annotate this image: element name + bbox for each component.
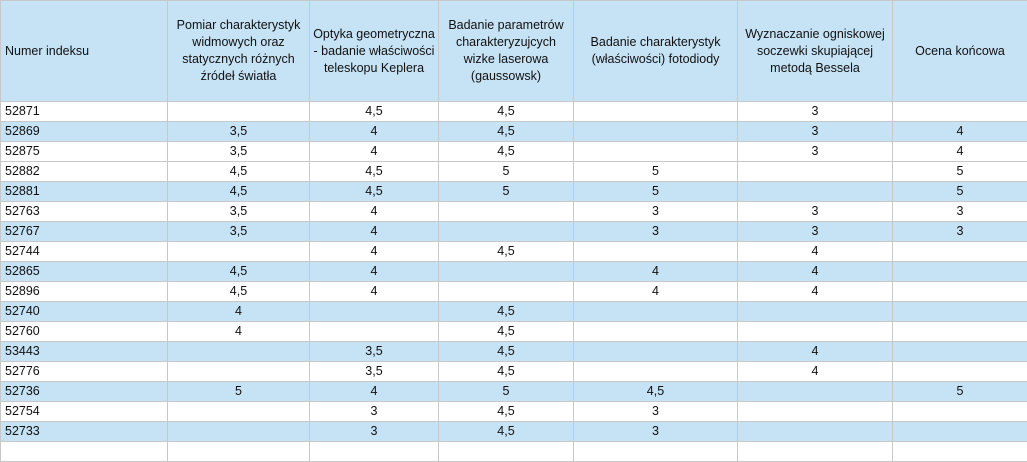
grade-cell[interactable]	[738, 322, 893, 342]
grade-cell[interactable]: 4,5	[310, 182, 439, 202]
grade-cell[interactable]: 5	[439, 182, 574, 202]
grade-cell[interactable]	[168, 342, 310, 362]
grade-cell[interactable]: 4	[310, 282, 439, 302]
grade-cell[interactable]: 4,5	[168, 282, 310, 302]
table-row	[1, 142, 1027, 162]
grade-cell[interactable]	[168, 402, 310, 422]
index-cell[interactable]: 52896	[1, 282, 168, 302]
grade-cell[interactable]: 5	[574, 182, 738, 202]
grade-cell[interactable]: 5	[439, 382, 574, 402]
grade-cell[interactable]: 4	[738, 362, 893, 382]
grade-cell[interactable]: 4	[310, 142, 439, 162]
grade-cell[interactable]	[574, 242, 738, 262]
grade-cell[interactable]: 3	[574, 422, 738, 442]
grade-cell[interactable]: 3	[738, 202, 893, 222]
table-row	[1, 282, 1027, 302]
table-row	[1, 242, 1027, 262]
grade-cell[interactable]: 4	[168, 322, 310, 342]
grade-cell[interactable]: 4,5	[574, 382, 738, 402]
grade-cell[interactable]	[738, 402, 893, 422]
grade-cell[interactable]: 4,5	[439, 422, 574, 442]
grade-cell[interactable]: 3	[574, 222, 738, 242]
grade-cell[interactable]: 4,5	[168, 262, 310, 282]
grade-cell[interactable]: 3,5	[168, 202, 310, 222]
table-body	[1, 102, 1027, 462]
grade-cell[interactable]	[310, 302, 439, 322]
grade-cell[interactable]	[738, 422, 893, 442]
grade-cell[interactable]: 4	[738, 342, 893, 362]
grade-cell[interactable]	[574, 362, 738, 382]
index-cell[interactable]: 52754	[1, 402, 168, 422]
column-header-bessel-method[interactable]: Wyznaczanie ogniskowej soczewki skupiającej metodą Bessela	[738, 1, 893, 102]
grade-cell[interactable]	[893, 302, 1027, 322]
grade-cell[interactable]	[439, 222, 574, 242]
grade-cell[interactable]	[310, 442, 439, 462]
grade-cell[interactable]: 4	[310, 202, 439, 222]
index-cell[interactable]: 52881	[1, 182, 168, 202]
column-header-kepler-telescope[interactable]: Optyka geometryczna - badanie właściwości teleskopu Keplera	[310, 1, 439, 102]
grade-cell[interactable]: 3	[738, 222, 893, 242]
table-row	[1, 202, 1027, 222]
grade-cell[interactable]: 3	[893, 222, 1027, 242]
grade-cell[interactable]: 4	[738, 242, 893, 262]
grade-cell[interactable]: 4,5	[439, 102, 574, 122]
table-row	[1, 162, 1027, 182]
index-cell[interactable]: 52871	[1, 102, 168, 122]
grade-cell[interactable]: 3	[738, 142, 893, 162]
grade-cell[interactable]: 4	[310, 122, 439, 142]
table-row	[1, 262, 1027, 282]
grade-cell[interactable]: 4,5	[439, 362, 574, 382]
grade-cell[interactable]	[893, 102, 1027, 122]
index-cell[interactable]	[1, 442, 168, 462]
column-header-light-sources[interactable]: Pomiar charakterystyk widmowych oraz statycznych różnych źródeł światła	[168, 1, 310, 102]
grade-cell[interactable]	[439, 202, 574, 222]
table-row	[1, 402, 1027, 422]
grade-cell[interactable]: 5	[574, 162, 738, 182]
grade-cell[interactable]	[893, 442, 1027, 462]
grade-cell[interactable]: 3,5	[310, 362, 439, 382]
grade-cell[interactable]: 4,5	[439, 302, 574, 322]
grade-cell[interactable]: 4,5	[310, 102, 439, 122]
table-row	[1, 102, 1027, 122]
table-row	[1, 342, 1027, 362]
grade-cell[interactable]: 5	[168, 382, 310, 402]
column-header-laser-beam[interactable]: Badanie parametrów charakteryzujcych wizke laserowa (gaussowsk)	[439, 1, 574, 102]
grade-cell[interactable]: 3	[310, 422, 439, 442]
grade-cell[interactable]: 3	[893, 202, 1027, 222]
grade-cell[interactable]: 4	[168, 302, 310, 322]
table-row	[1, 382, 1027, 402]
grade-cell[interactable]: 4	[574, 282, 738, 302]
grade-cell[interactable]	[893, 362, 1027, 382]
grade-cell[interactable]: 4	[310, 262, 439, 282]
grade-cell[interactable]	[574, 142, 738, 162]
grade-cell[interactable]: 4,5	[439, 122, 574, 142]
grade-cell[interactable]: 5	[893, 182, 1027, 202]
grade-cell[interactable]: 5	[439, 162, 574, 182]
grade-cell[interactable]: 5	[893, 162, 1027, 182]
table-row	[1, 322, 1027, 342]
table-row	[1, 122, 1027, 142]
index-cell[interactable]: 52760	[1, 322, 168, 342]
grade-cell[interactable]: 4	[738, 282, 893, 302]
grade-cell[interactable]: 4,5	[310, 162, 439, 182]
grade-cell[interactable]: 3,5	[168, 122, 310, 142]
grade-cell[interactable]: 4	[310, 382, 439, 402]
index-cell[interactable]: 52740	[1, 302, 168, 322]
grade-cell[interactable]: 4,5	[439, 402, 574, 422]
grade-cell[interactable]: 3	[310, 402, 439, 422]
grade-cell[interactable]: 3,5	[168, 222, 310, 242]
index-cell[interactable]: 52882	[1, 162, 168, 182]
grade-cell[interactable]: 3	[738, 102, 893, 122]
grade-cell[interactable]	[738, 182, 893, 202]
table-row	[1, 182, 1027, 202]
grade-cell[interactable]: 4,5	[439, 142, 574, 162]
grade-cell[interactable]	[168, 362, 310, 382]
grade-cell[interactable]	[574, 442, 738, 462]
grade-cell[interactable]: 4	[738, 262, 893, 282]
column-header-final-grade[interactable]: Ocena końcowa	[893, 1, 1027, 102]
grade-cell[interactable]	[893, 342, 1027, 362]
grade-cell[interactable]	[439, 442, 574, 462]
table-row	[1, 362, 1027, 382]
grade-cell[interactable]	[439, 282, 574, 302]
grade-cell[interactable]	[893, 322, 1027, 342]
grade-cell[interactable]: 4,5	[439, 322, 574, 342]
index-cell[interactable]: 52733	[1, 422, 168, 442]
grade-cell[interactable]	[893, 402, 1027, 422]
header-row	[1, 1, 1027, 102]
grade-cell[interactable]	[893, 282, 1027, 302]
column-header-index[interactable]: Numer indeksu	[1, 1, 168, 102]
column-header-photodiode[interactable]: Badanie charakterystyk (właściwości) fotodiody	[574, 1, 738, 102]
table-row	[1, 302, 1027, 322]
grade-cell[interactable]	[574, 322, 738, 342]
grade-cell[interactable]	[168, 422, 310, 442]
table-row	[1, 422, 1027, 442]
index-cell[interactable]: 52865	[1, 262, 168, 282]
table-row	[1, 222, 1027, 242]
grade-cell[interactable]: 4,5	[168, 162, 310, 182]
grade-cell[interactable]	[574, 342, 738, 362]
grade-cell[interactable]: 4	[574, 262, 738, 282]
grade-cell[interactable]	[168, 442, 310, 462]
grade-cell[interactable]	[168, 102, 310, 122]
grade-cell[interactable]	[168, 242, 310, 262]
grade-cell[interactable]: 3	[574, 402, 738, 422]
grade-cell[interactable]	[893, 242, 1027, 262]
index-cell[interactable]: 53443	[1, 342, 168, 362]
grade-cell[interactable]: 4	[310, 242, 439, 262]
grade-cell[interactable]: 3	[574, 202, 738, 222]
index-cell[interactable]: 52763	[1, 202, 168, 222]
grade-cell[interactable]	[738, 162, 893, 182]
index-cell[interactable]: 52875	[1, 142, 168, 162]
index-cell[interactable]: 52767	[1, 222, 168, 242]
grade-cell[interactable]	[574, 102, 738, 122]
grade-cell[interactable]	[574, 122, 738, 142]
grade-cell[interactable]	[893, 422, 1027, 442]
grade-cell[interactable]: 4,5	[168, 182, 310, 202]
grade-cell[interactable]: 4	[893, 122, 1027, 142]
grade-cell[interactable]	[738, 382, 893, 402]
grade-cell[interactable]	[893, 262, 1027, 282]
index-cell[interactable]: 52776	[1, 362, 168, 382]
grade-cell[interactable]	[310, 322, 439, 342]
grade-cell[interactable]: 4	[310, 222, 439, 242]
grade-cell[interactable]: 5	[893, 382, 1027, 402]
grade-cell[interactable]: 3,5	[310, 342, 439, 362]
index-cell[interactable]: 52736	[1, 382, 168, 402]
table-row	[1, 442, 1027, 462]
grade-cell[interactable]: 4	[893, 142, 1027, 162]
grade-cell[interactable]	[738, 442, 893, 462]
grade-cell[interactable]: 4,5	[439, 242, 574, 262]
grade-cell[interactable]	[439, 262, 574, 282]
grade-cell[interactable]	[738, 302, 893, 322]
grade-cell[interactable]	[574, 302, 738, 322]
index-cell[interactable]: 52744	[1, 242, 168, 262]
index-cell[interactable]: 52869	[1, 122, 168, 142]
grade-cell[interactable]: 3,5	[168, 142, 310, 162]
grade-cell[interactable]: 3	[738, 122, 893, 142]
grade-cell[interactable]: 4,5	[439, 342, 574, 362]
